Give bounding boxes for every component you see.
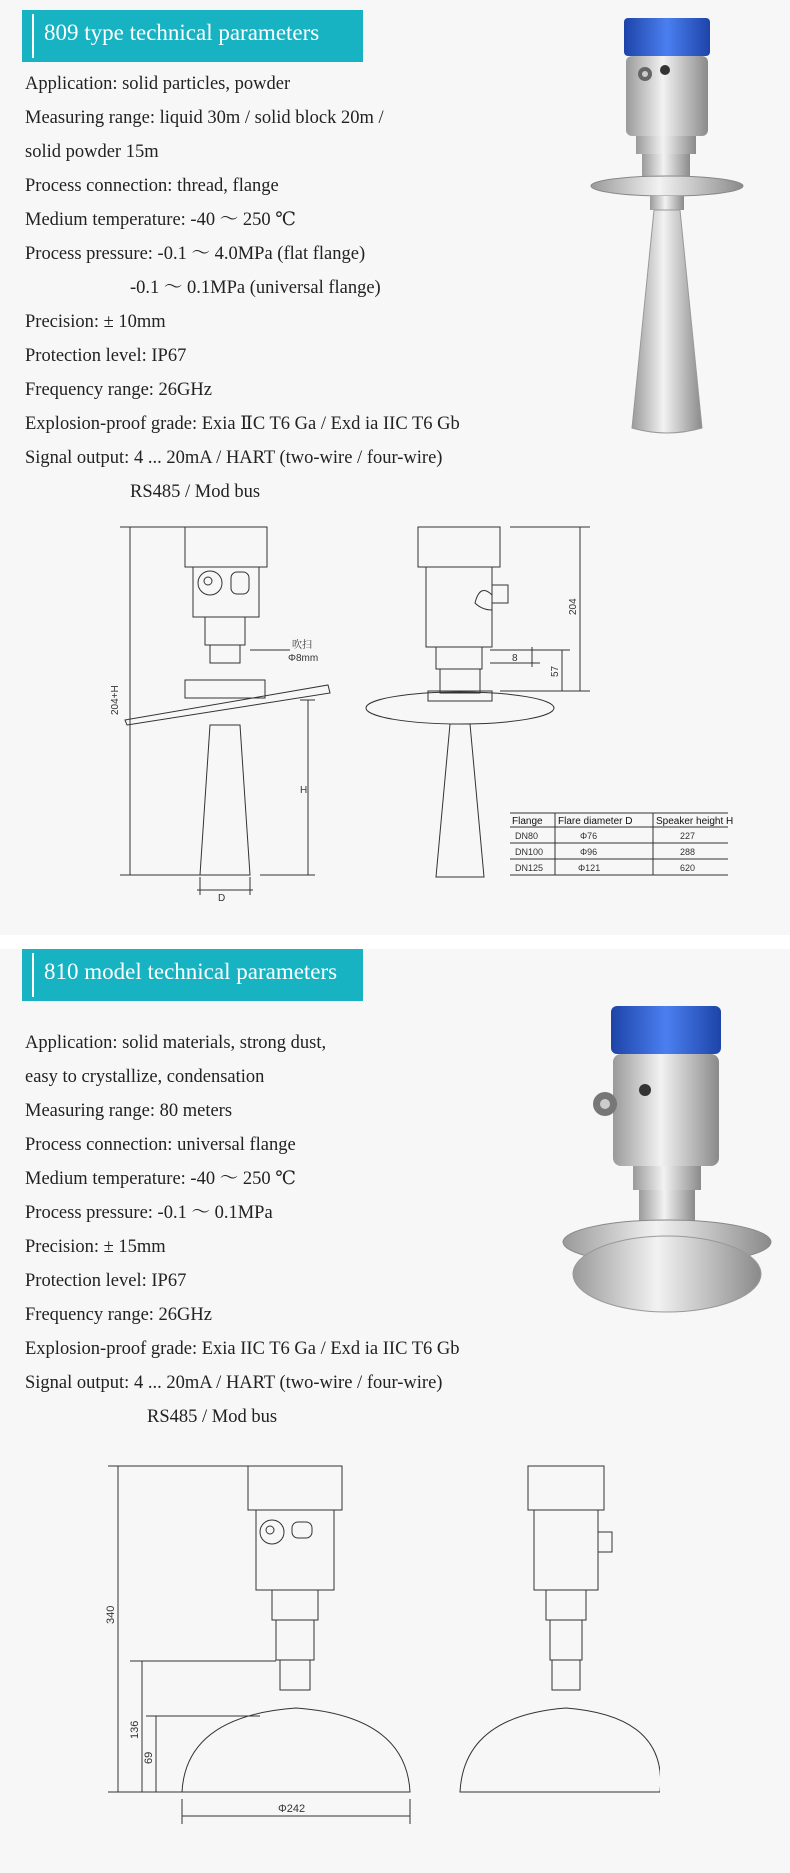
table-cell: DN100	[515, 847, 544, 857]
dim-204-label: 204	[568, 598, 579, 615]
spec-line: Signal output: 4 ... 20mA / HART (two-wire / four-wire)	[25, 1373, 443, 1393]
table-cell: Φ121	[578, 863, 601, 873]
spec-line: Protection level: IP67	[25, 346, 187, 366]
spec-line: Explosion-proof grade: Exia ⅡC T6 Ga / Exd ia IIC T6 Gb	[25, 414, 460, 434]
spec-line: Process connection: thread, flange	[25, 176, 279, 196]
section-809-title: 809 type technical parameters	[44, 20, 320, 45]
banner-divider	[32, 14, 34, 58]
dimension-drawing-809	[100, 515, 760, 915]
dim-69-label: 69	[143, 1751, 155, 1764]
dim-h-label: H	[300, 785, 308, 796]
spec-line: Protection level: IP67	[25, 1271, 187, 1291]
table-header: Speaker height H	[656, 816, 734, 827]
product-photo-809	[570, 10, 770, 445]
section-809	[0, 0, 790, 935]
dim-57-label: 57	[550, 665, 561, 677]
spec-line: Precision: ± 15mm	[25, 1237, 166, 1257]
spec-line: Medium temperature: -40 〜 250 ℃	[25, 1169, 296, 1189]
dim-d-label: D	[218, 893, 226, 904]
product-photo-810	[555, 994, 780, 1339]
spec-line: Application: solid particles, powder	[25, 74, 291, 94]
banner-divider	[32, 953, 34, 997]
spec-line: Application: solid materials, strong dust,	[25, 1033, 327, 1053]
table-cell: 620	[680, 863, 696, 873]
table-cell: 227	[680, 831, 696, 841]
section-separator	[0, 935, 790, 949]
table-cell: 288	[680, 847, 696, 857]
purge-dia-label: Φ8mm	[288, 653, 319, 664]
dim-136-label: 136	[129, 1720, 141, 1739]
spec-line: easy to crystallize, condensation	[25, 1067, 265, 1087]
spec-line: Medium temperature: -40 〜 250 ℃	[25, 210, 296, 230]
spec-line: RS485 / Mod bus	[130, 482, 261, 502]
table-cell: DN125	[515, 863, 544, 873]
spec-line: Signal output: 4 ... 20mA / HART (two-wire / four-wire)	[25, 448, 443, 468]
section-810-title: 810 model technical parameters	[44, 959, 338, 984]
purge-label: 吹扫	[292, 640, 312, 651]
table-cell: Φ96	[580, 847, 598, 857]
spec-line: solid powder 15m	[25, 142, 159, 162]
dim-8-label: 8	[512, 653, 518, 664]
spec-line: RS485 / Mod bus	[147, 1407, 278, 1427]
table-header: Flare diameter D	[558, 816, 633, 827]
spec-line: Measuring range: 80 meters	[25, 1101, 233, 1121]
dim-dia-label: Φ242	[278, 1803, 306, 1815]
spec-line: Precision: ± 10mm	[25, 312, 166, 332]
dim-340-label: 340	[105, 1605, 117, 1624]
spec-line: Frequency range: 26GHz	[25, 380, 212, 400]
dimension-drawing-810	[100, 1454, 660, 1854]
table-header: Flange	[512, 816, 543, 827]
section-809-banner	[22, 10, 363, 62]
dim-total-label: 204+H	[110, 685, 121, 715]
spec-line: Process pressure: -0.1 〜 0.1MPa	[25, 1203, 273, 1223]
spec-line: Frequency range: 26GHz	[25, 1305, 212, 1325]
spec-line: Measuring range: liquid 30m / solid block 20m /	[25, 108, 384, 128]
table-cell: Φ76	[580, 831, 598, 841]
spec-line: Explosion-proof grade: Exia IIC T6 Ga / Exd ia IIC T6 Gb	[25, 1339, 460, 1359]
table-cell: DN80	[515, 831, 539, 841]
spec-line: Process pressure: -0.1 〜 4.0MPa (flat flange)	[25, 244, 366, 264]
spec-line: Process connection: universal flange	[25, 1135, 296, 1155]
spec-line: -0.1 〜 0.1MPa (universal flange)	[130, 278, 381, 298]
section-810-banner	[22, 949, 363, 1001]
section-810	[0, 949, 790, 1873]
